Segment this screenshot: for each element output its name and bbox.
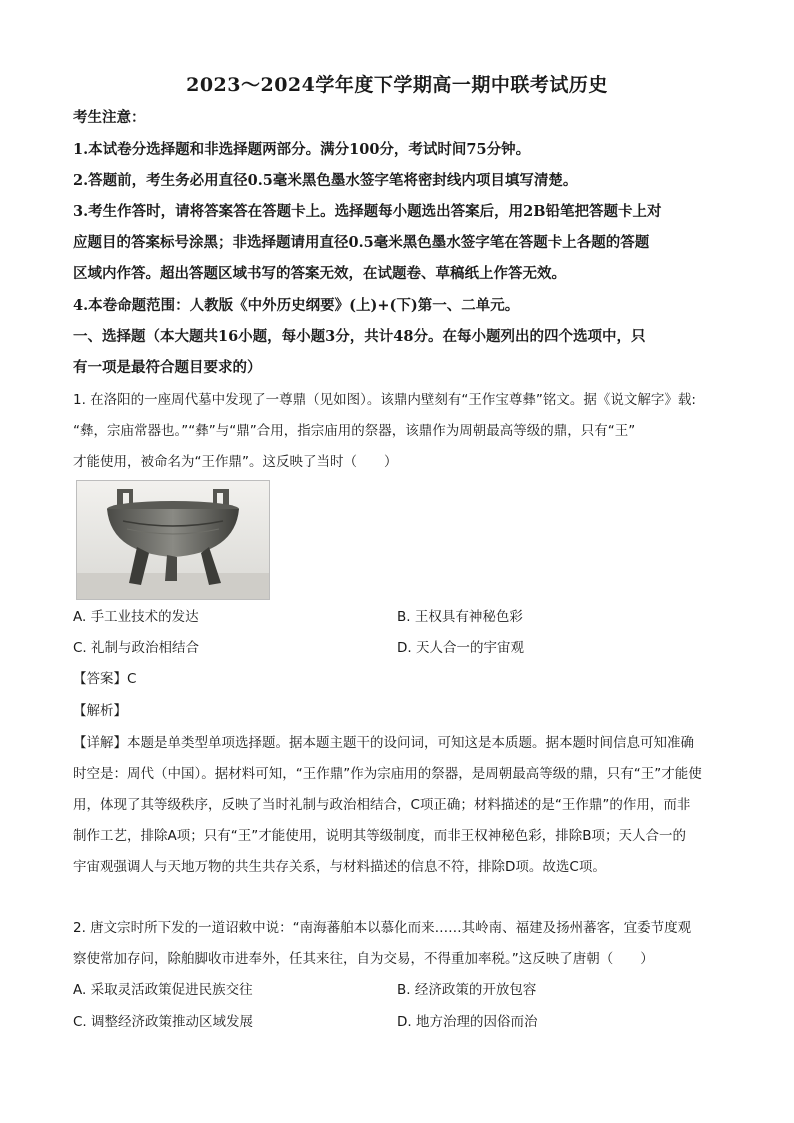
notice-item: 1.本试卷分选择题和非选择题两部分。满分100分，考试时间75分钟。 <box>73 141 531 158</box>
bronze-ding-icon <box>77 481 269 599</box>
section-heading: 有一项是最符合题目要求的） <box>73 359 262 376</box>
q1-option-d: D. 天人合一的宇宙观 <box>397 640 524 656</box>
q1-option-a: A. 手工业技术的发达 <box>73 609 199 625</box>
q1-analysis-label: 【解析】 <box>73 703 127 719</box>
q1-option-c: C. 礼制与政治相结合 <box>73 640 200 656</box>
q1-detail: 时空是：周代（中国）。据材料可知，“王作鼎”作为宗庙用的祭器，是周朝最高等级的鼎，只有“王”才能使 <box>73 766 702 782</box>
q2-stem: 察使常加存问，除舶脚收市进奉外，任其来往，自为交易，不得重加率税。”这反映了唐朝（ ） <box>73 951 654 967</box>
exam-title: 2023～2024学年度下学期高一期中联考试历史 <box>186 74 608 96</box>
q1-stem: “彝，宗庙常器也。”“彝”与“鼎”合用，指宗庙用的祭器，该鼎作为周朝最高等级的鼎，只有“王” <box>73 423 636 439</box>
q1-detail: 制作工艺，排除A项；只有“王”才能使用，说明其等级制度，而非王权神秘色彩，排除B项；天人合一的 <box>73 828 686 844</box>
q1-detail: 宇宙观强调人与天地万物的共生共存关系，与材料描述的信息不符，排除D项。故选C项。 <box>73 859 606 875</box>
section-heading: 一、选择题（本大题共16小题，每小题3分，共计48分。在每小题列出的四个选项中，只 <box>73 328 646 345</box>
q1-stem: 1. 在洛阳的一座周代墓中发现了一尊鼎（见如图）。该鼎内壁刻有“王作宝尊彝”铭文。据《说文解字》载: <box>73 392 696 408</box>
notice-item: 应题目的答案标号涂黑；非选择题请用直径0.5毫米黑色墨水签字笔在答题卡上各题的答题 <box>73 234 650 251</box>
q2-stem: 2. 唐文宗时所下发的一道诏敕中说：“南海蕃舶本以慕化而来……其岭南、福建及扬州蕃客，宜委节度观 <box>73 920 692 936</box>
q2-option-c: C. 调整经济政策推动区域发展 <box>73 1014 254 1030</box>
notice-heading: 考生注意： <box>73 109 146 126</box>
bronze-ding-photo <box>76 480 270 600</box>
notice-item: 3.考生作答时，请将答案答在答题卡上。选择题每小题选出答案后，用2B铅笔把答题卡上对 <box>73 203 662 220</box>
q1-answer: 【答案】C <box>73 671 137 687</box>
q2-option-b: B. 经济政策的开放包容 <box>397 982 537 998</box>
q1-detail: 用，体现了其等级秩序，反映了当时礼制与政治相结合，C项正确；材料描述的是“王作鼎”的作用，而非 <box>73 797 691 813</box>
q1-stem: 才能使用，被命名为“王作鼎”。这反映了当时（ ） <box>73 454 398 470</box>
notice-item: 区域内作答。超出答题区域书写的答案无效，在试题卷、草稿纸上作答无效。 <box>73 265 566 282</box>
notice-item: 4.本卷命题范围：人教版《中外历史纲要》(上)+(下)第一、二单元。 <box>73 297 520 314</box>
q1-option-b: B. 王权具有神秘色彩 <box>397 609 523 625</box>
notice-item: 2.答题前，考生务必用直径0.5毫米黑色墨水签字笔将密封线内项目填写清楚。 <box>73 172 578 189</box>
q2-option-a: A. 采取灵活政策促进民族交往 <box>73 982 253 998</box>
q1-detail: 【详解】本题是单类型单项选择题。据本题主题干的设问词，可知这是本质题。据本题时间信息可知准确 <box>73 735 694 751</box>
q2-option-d: D. 地方治理的因俗而治 <box>397 1014 538 1030</box>
